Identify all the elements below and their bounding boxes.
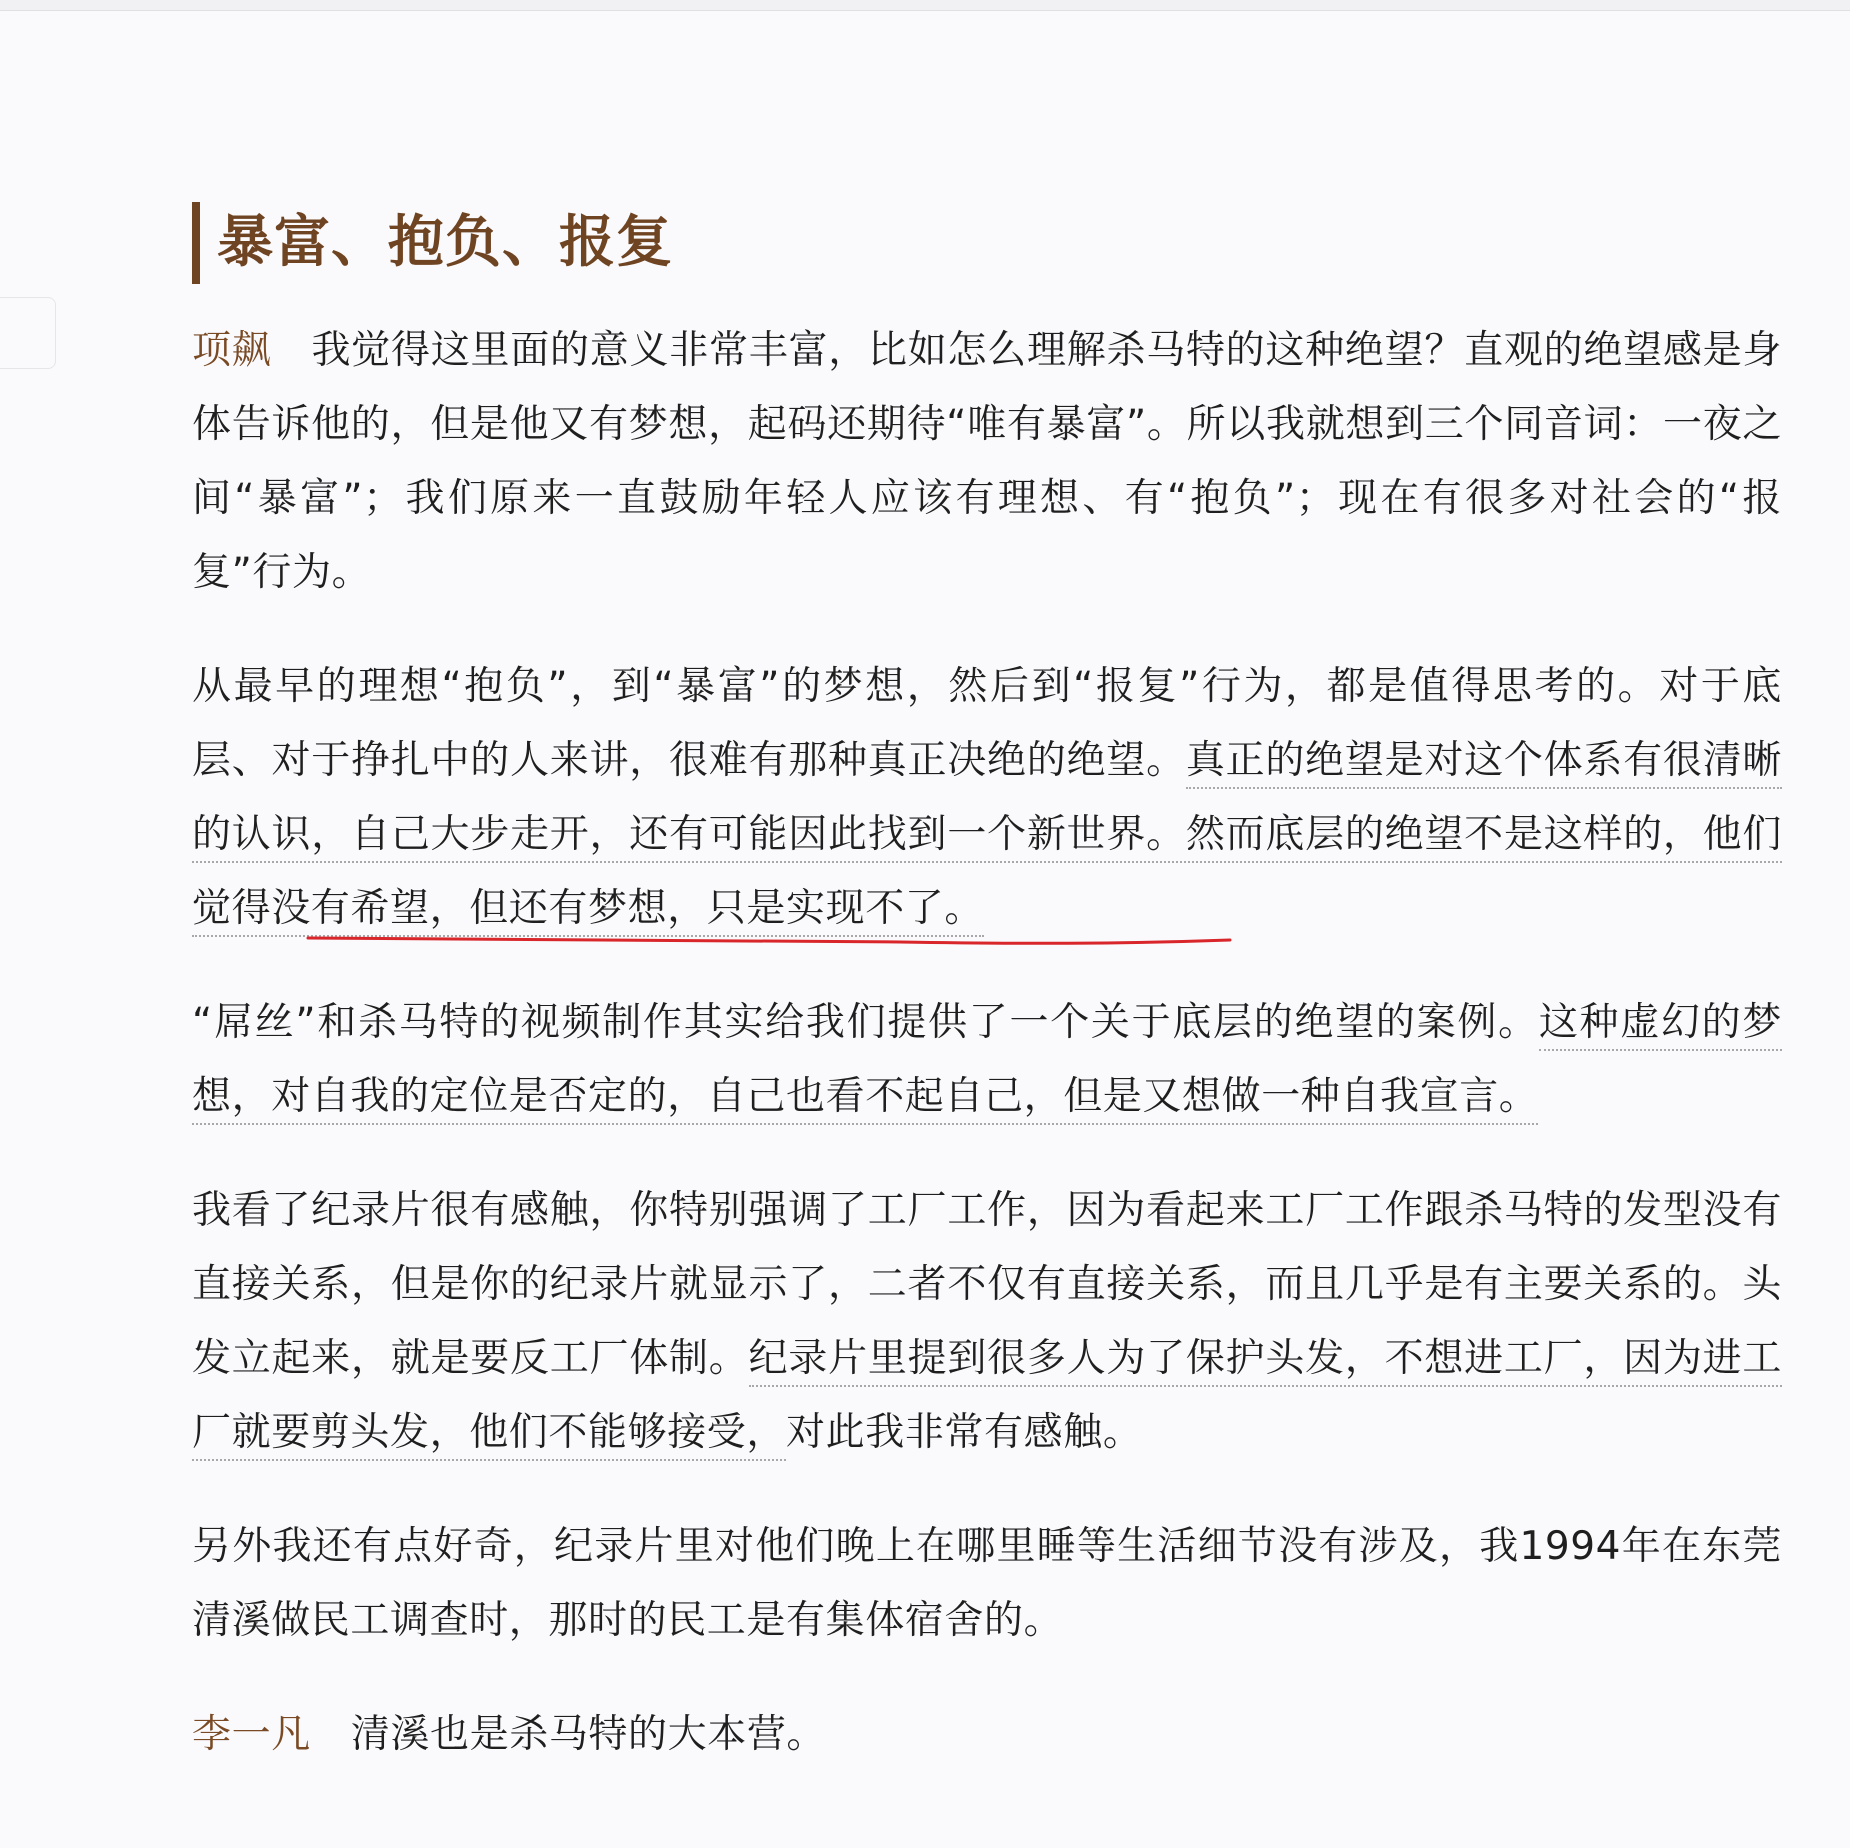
- paragraph-text[interactable]: 我看了纪录片很有感触，你特别强调了工厂工作，因为看起来工厂工作跟杀马特的发型没有直接关系，但是你的纪录片就显示了，二者不仅有直接关系，而且几乎是有主要关系的。头发立起来，就是要反工厂体制。: [192, 1188, 1782, 1381]
- section-title-accent-bar: [192, 202, 200, 284]
- paragraph-text[interactable]: 对此我非常有感触。: [786, 1410, 1143, 1455]
- highlighted-passage[interactable]: 真正的绝望是对这个体系有很清晰的认识，自己大步走开，还有可能因此找到一个新世界。然而底层的绝望不是这样的，他们觉得没有希望，但还有梦想，只是实现不了。: [192, 738, 1782, 937]
- paragraph-5: [192, 1510, 1782, 1658]
- pen-stroke: [308, 938, 1230, 943]
- reader-content: [192, 200, 1782, 1812]
- paragraph-1: [192, 314, 1782, 610]
- highlighted-passage[interactable]: 这种虚幻的梦想，对自我的定位是否定的，自己也看不起自己，但是又想做一种自我宣言。: [192, 1000, 1782, 1125]
- paragraph-text[interactable]: “屌丝”和杀马特的视频制作其实给我们提供了一个关于底层的绝望的案例。: [192, 1000, 1539, 1045]
- paragraph-3: [192, 986, 1782, 1134]
- paragraph-text[interactable]: 清溪也是杀马特的大本营。: [350, 1712, 827, 1757]
- section-title-text: 暴富、抱负、报复: [217, 209, 673, 275]
- section-title: [192, 200, 1782, 284]
- paragraph-text[interactable]: 从最早的理想“抱负”，到“暴富”的梦想，然后到“报复”行为，都是值得思考的。对于底层、对于挣扎中的人来讲，很难有那种真正决绝的绝望。: [192, 664, 1782, 783]
- paragraph-6: [192, 1698, 1782, 1772]
- side-panel-handle[interactable]: [0, 297, 56, 369]
- paragraph-4: [192, 1174, 1782, 1470]
- paragraph-2: [192, 650, 1782, 946]
- paragraph-text[interactable]: 另外我还有点好奇，纪录片里对他们晚上在哪里睡等生活细节没有涉及，我1994年在东莞清溪做民工调查时，那时的民工是有集体宿舍的。: [192, 1524, 1782, 1643]
- paragraph-text[interactable]: 我觉得这里面的意义非常丰富，比如怎么理解杀马特的这种绝望？直观的绝望感是身体告诉他的，但是他又有梦想，起码还期待“唯有暴富”。所以我就想到三个同音词：一夜之间“暴富”；我们原来一直鼓励年轻人应该有理想、有“抱负”；现在有很多对社会的“报复”行为。: [192, 328, 1783, 595]
- speaker-label: 李一凡: [192, 1712, 311, 1757]
- highlighted-passage[interactable]: 纪录片里提到很多人为了保护头发，不想进工厂，因为进工厂就要剪头发，他们不能够接受，: [192, 1336, 1782, 1461]
- speaker-label: 项飙: [192, 328, 272, 373]
- window-top-strip: [0, 0, 1850, 11]
- pen-underline-mark: [300, 928, 1240, 968]
